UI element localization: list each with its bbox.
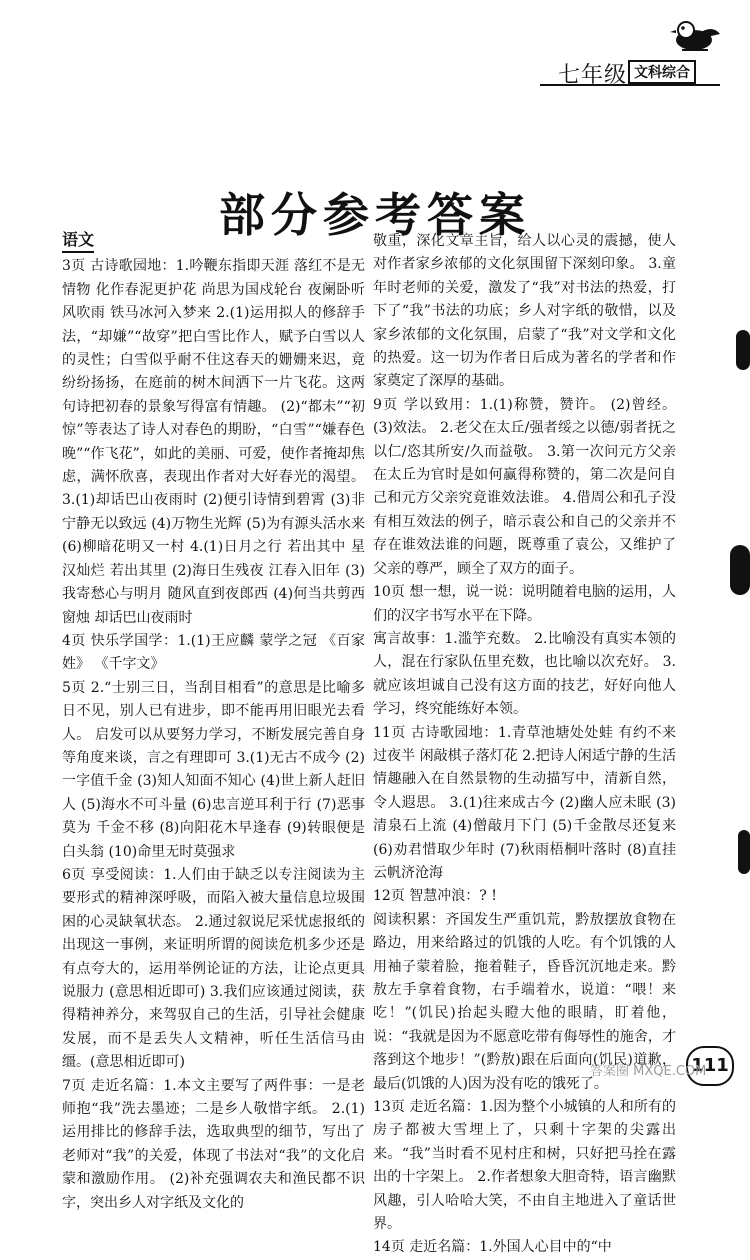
- answer-paragraph: 7页 走近名篇：1.本文主要写了两件事：一是老师抱“我”洗去墨迹；二是乡人敬惜字纸。 2.(1)运用排比的修辞手法，选取典型的细节，写出了老师对“我”的关爱，体现了书法对“我”的文化启蒙和激励作用。 (2)补充强调农夫和渔民都不识字，突出乡人对字纸及文化的: [62, 1077, 365, 1211]
- answer-paragraph: 6页 享受阅读：1.人们由于缺乏以专注阅读为主要形式的精神深呼吸，而陷入被大量信息垃圾围困的心灵缺氧状态。 2.通过叙说尼采忧虑报纸的出现这一事例，来证明所谓的阅读危机多少还是有点夸大的，运用举例论证的方法，让论点更具说服力 (意思相近即可) 3.我们应该通过阅读，获得精神养分，来驾驭自己的生活，引导社会健康发展，而不是丢失人文精神，听任生活信马由缰。(意思相近即可): [62, 866, 365, 1071]
- page-title: 部分参考答案: [219, 187, 531, 242]
- answer-paragraph: 9页 学以致用：1.(1)称赞，赞许。 (2)曾经。 (3)效法。 2.老父在太丘/强者绥之以德/弱者抚之以仁/恣其所安/久而益敬。 3.第一次问元方父亲在太丘为官时是如何赢得称赞的，第二次是问自己和元方父亲究竟谁效法谁。 4.借周公和孔子没有相互效法的例子，暗示袁公和自己的父亲并不存在谁效法谁的问题，既尊重了袁公，又维护了父亲的尊严，顾全了双方的面子。: [373, 396, 676, 577]
- binding-mark: [730, 545, 750, 595]
- answer-paragraph: 3页 古诗歌园地：1.吟鞭东指即天涯 落红不是无情物 化作春泥更护花 尚思为国戍轮台 夜阑卧听风吹雨 铁马冰河入梦来 2.(1)运用拟人的修辞手法，“却嫌”“故穿”把白雪比作人，赋予白雪以人的灵性；白雪似乎耐不住这春天的姗姗来迟，竟纷纷扬扬，在庭前的树木间洒下一片飞花。这两句诗把初春的景象写得富有情趣。 (2)“都未”“初惊”等表达了诗人对春色的期盼，“白雪”“嫌春色晚”“作飞花”，如此的美丽、可爱，使作者掩却焦虑，满怀欣喜，表现出作者对大好春光的渴望。 3.(1)却话巴山夜雨时 (2)便引诗情到碧霄 (3)非宁静无以致远 (4)万物生光辉 (5)为有源头活水来 (6)柳暗花明又一村 4.(1)日月之行 若出其中 星汉灿烂 若出其里 (2)海日生残夜 江春入旧年 (3)我寄愁心与明月 随风直到夜郎西 (4)何当共剪西窗烛 却话巴山夜雨时: [62, 258, 365, 626]
- subject-label: 文科综合: [628, 60, 696, 84]
- answer-paragraph: 4页 快乐学国学：1.(1)王应麟 蒙学之冠 《百家姓》 《千字文》: [62, 632, 365, 673]
- right-column: [373, 230, 676, 1260]
- header-rule: [540, 84, 720, 86]
- page-number: 111: [686, 1046, 734, 1086]
- answer-paragraph: 10页 想一想，说一说：说明随着电脑的运用，人们的汉字书写水平在下降。: [373, 584, 676, 624]
- binding-mark: [736, 330, 750, 370]
- bird-logo-icon: [668, 10, 722, 56]
- answer-paragraph: 13页 走近名篇：1.因为整个小城镇的人和所有的房子都被大雪埋上了，只剩十字架的尖露出来。“我”当时看不见村庄和树，只好把马拴在露出的十字架上。 2.作者想象大胆奇特，语言幽默风趣，引人哈哈大笑，不由自主地进入了童话世界。: [373, 1099, 676, 1233]
- answer-paragraph: 5页 2.“士别三日，当刮目相看”的意思是比喻多日不见，别人已有进步，即不能再用旧眼光去看人。 启发可以从要努力学习，不断发展完善自身等角度来谈，言之有理即可 3.(1)无古不成今 (2)一字值千金 (3)知人知面不知心 (4)世上新人赶旧人 (5)海水不可斗量 (6)忠言逆耳利于行 (7)恶事莫为 千金不移 (8)向阳花木早逢春 (9)转眼便是白头翁 (10)命里无时莫强求: [62, 679, 365, 860]
- answer-paragraph: 阅读积累：齐国发生严重饥荒，黔敖摆放食物在路边，用来给路过的饥饿的人吃。有个饥饿的人用袖子蒙着脸，拖着鞋子，昏昏沉沉地走来。黔敖左手拿着食物，右手端着水，说道：“喂！来吃！”(饥民)抬起头瞪大他的眼睛，盯着他，说：“我就是因为不愿意吃带有侮辱性的施舍，才落到这个地步！”(黔敖)跟在后面向(饥民)道歉，最后(饥饿的人)因为没有吃的饿死了。: [373, 911, 676, 1092]
- answer-paragraph: 14页 走近名篇：1.外国人心目中的“中: [373, 1239, 612, 1256]
- answer-paragraph: 11页 古诗歌园地：1.青草池塘处处蛙 有约不来过夜半 闲敲棋子落灯花 2.把诗人闲适宁静的生活情趣融入在自然景物的生动描写中，清新自然，令人遐思。 3.(1)往来成古今 (2)幽人应未眠 (3)清泉石上流 (4)僧敲月下门 (5)千金散尽还复来 (6)劝君惜取少年时 (7)秋雨梧桐叶落时 (8)直挂云帆济沧海: [373, 724, 676, 881]
- answer-paragraph: 敬重，深化文章主旨，给人以心灵的震撼，使人对作者家乡浓郁的文化氛围留下深刻印象。 3.童年时老师的关爱，激发了“我”对书法的热爱，打下了“我”书法的功底；乡人对字纸的敬惜，以及家乡浓郁的文化氛围，启蒙了“我”对文学和文化的热爱。这一切为作者日后成为著名的学者和作家奠定了深厚的基础。: [373, 233, 676, 390]
- grade-label: 七年级: [558, 63, 628, 88]
- section-title: 语文: [62, 228, 94, 253]
- binding-mark: [738, 830, 750, 874]
- watermark: 答案圈 MXQE.COM: [590, 1064, 707, 1079]
- answer-paragraph: 12页 智慧冲浪：? !: [373, 888, 497, 905]
- answer-paragraph: 寓言故事：1.滥竽充数。 2.比喻没有真实本领的人，混在行家队伍里充数，也比喻以次充好。 3.就应该坦诚自己没有这方面的技艺，好好向他人学习，终究能练好本领。: [373, 630, 676, 718]
- left-column: [62, 228, 365, 1215]
